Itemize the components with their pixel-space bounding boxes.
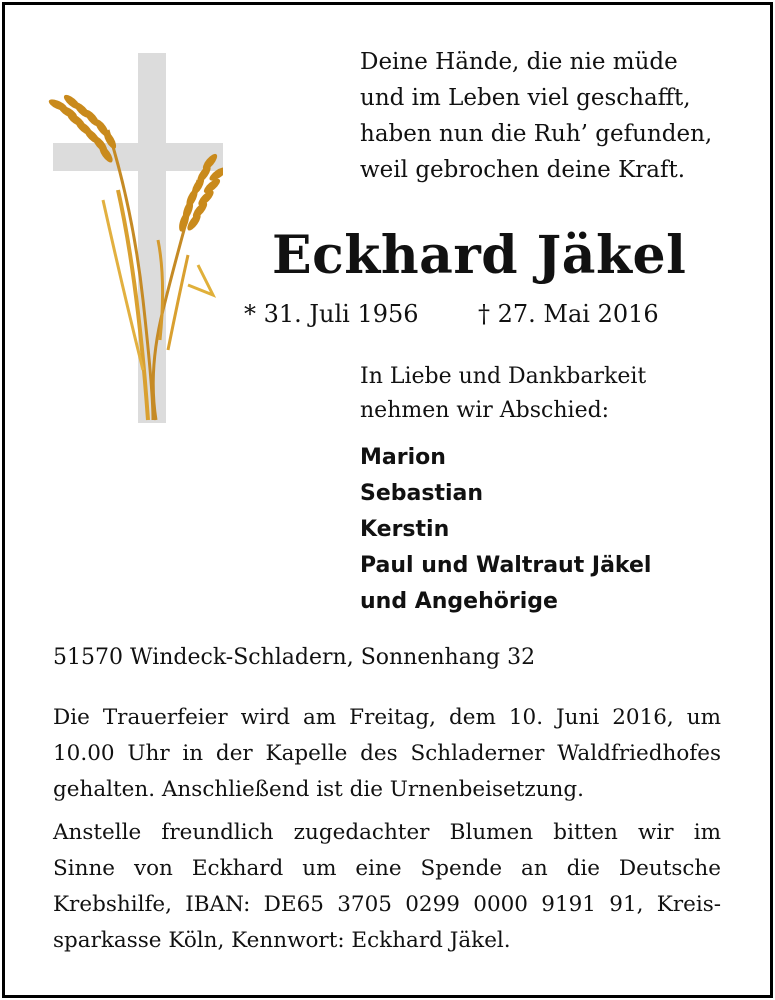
farewell-text (360, 360, 646, 428)
donation-paragraph (53, 815, 721, 959)
poem-line: Deine Hände, die nie müde (360, 49, 678, 75)
poem (360, 44, 712, 188)
birth-date: * 31. Juli 1956 (244, 300, 419, 328)
service-line: 10.00 Uhr in der Kapelle des Schladerner Waldfriedhofes (53, 741, 721, 766)
service-line: Die Trauerfeier wird am Freitag, dem 10. Juni 2016, um (53, 705, 721, 730)
mourner-name: und Angehörige (360, 589, 558, 614)
family-address: 51570 Windeck-Schladern, Sonnenhang 32 (53, 645, 536, 670)
donation-line: Krebshilfe, IBAN: DE65 3705 0299 0000 9191 91, Kreis- (53, 892, 721, 917)
farewell-line: nehmen wir Abschied: (360, 398, 610, 423)
mourners-list (360, 440, 651, 620)
poem-line: haben nun die Ruh’ gefunden, (360, 121, 713, 147)
service-line: gehalten. Anschließend ist die Urnenbeisetzung. (53, 777, 584, 802)
mourner-name: Sebastian (360, 481, 484, 506)
mourner-name: Paul und Waltraut Jäkel (360, 553, 652, 578)
poem-line: und im Leben viel geschafft, (360, 85, 691, 111)
donation-line: Sinne von Eckhard um eine Spende an die Deutsche (53, 856, 721, 881)
cross-with-wheat-icon (48, 50, 223, 425)
farewell-line: In Liebe und Dankbarkeit (360, 364, 647, 389)
deceased-name: Eckhard Jäkel (272, 225, 687, 286)
poem-line: weil gebrochen deine Kraft. (360, 157, 686, 183)
mourner-name: Kerstin (360, 517, 450, 542)
service-paragraph (53, 700, 721, 808)
mourner-name: Marion (360, 445, 446, 470)
donation-line: sparkasse Köln, Kennwort: Eckhard Jäkel. (53, 928, 511, 953)
death-date: † 27. Mai 2016 (478, 300, 659, 328)
donation-line: Anstelle freundlich zugedachter Blumen bitten wir im (53, 820, 721, 845)
